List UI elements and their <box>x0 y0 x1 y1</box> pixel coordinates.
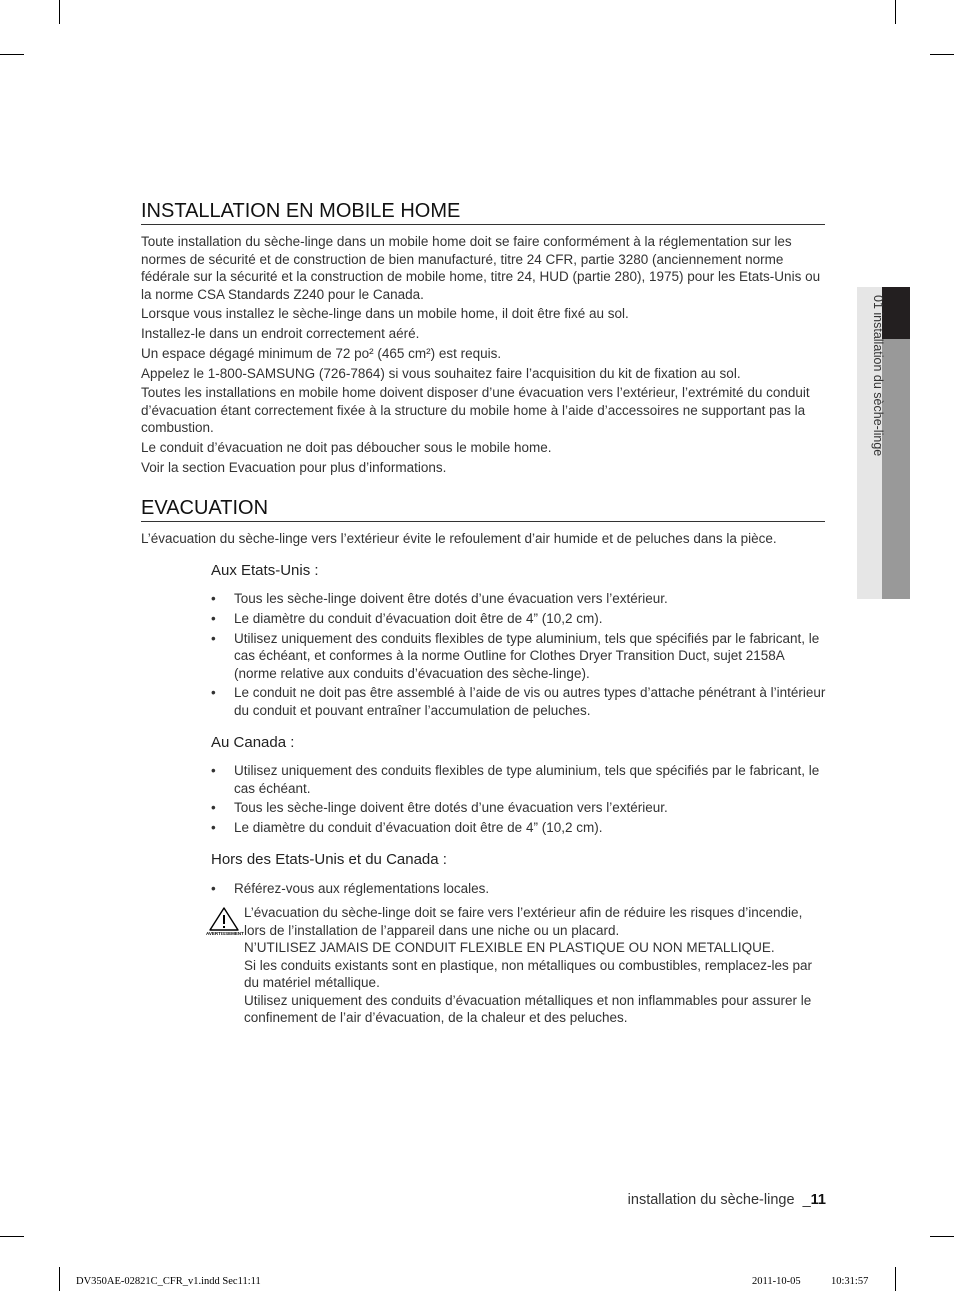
crop-mark <box>895 1267 896 1291</box>
list-item-text: Tous les sèche-linge doivent être dotés d’une évacuation vers l’extérieur. <box>234 800 668 816</box>
paragraph: L’évacuation du sèche-linge vers l’extérieur évite le refoulement d’air humide et de peluches dans la pièce. <box>141 531 777 546</box>
list-item-text: Utilisez uniquement des conduits flexibles de type aluminium, tels que spécifiés par le fabricant, le cas échéant, et conformes à la norme Outline for Clothes Dryer Transition Duct, sujet 2158A (norme relative aux conduits d’évacuation des sèche-linge). <box>234 630 820 681</box>
warning-caption: AVERTISSEMENT <box>206 931 244 936</box>
paragraph: Toutes les installations en mobile home doivent disposer d’une évacuation vers l’extérieur, l’extrémité du conduit d’évacuation étant correctement fixée à la structure du mobile home à l’aide d’accessoires ne supportant pas la combustion. <box>141 385 810 436</box>
paragraph: Voir la section Evacuation pour plus d’informations. <box>141 460 447 476</box>
list-item <box>211 684 827 719</box>
other-list <box>211 880 827 900</box>
warning-line: Utilisez uniquement des conduits d’évacuation métalliques et non inflammables pour assurer le confinement de l’air d’évacuation, de la chaleur et des peluches. <box>244 992 812 1025</box>
section-title-evacuation: EVACUATION <box>141 496 825 522</box>
crop-mark <box>930 54 954 55</box>
bullet-icon: • <box>211 685 216 701</box>
paragraph: Un espace dégagé minimum de 72 po² (465 cm²) est requis. <box>141 345 502 361</box>
chapter-tab <box>857 287 910 599</box>
crop-mark <box>0 54 24 55</box>
crop-mark <box>930 1236 954 1237</box>
bullet-icon: • <box>211 881 216 896</box>
warning-line: L’évacuation du sèche-linge doit se faire vers l’extérieur afin de réduire les risques d’incendie, lors de l’installation de l’appareil dans une niche ou un placard. <box>244 905 803 938</box>
subheading-other-countries: Hors des Etats-Unis et du Canada : <box>211 851 447 868</box>
evacuation-intro <box>141 530 825 550</box>
page-number: 11 <box>810 1192 826 1208</box>
bullet-icon: • <box>211 763 216 778</box>
footer-section-name: installation du sèche-linge <box>627 1192 795 1208</box>
canada-list <box>211 762 827 839</box>
list-item <box>211 819 827 837</box>
chapter-tab-bar <box>882 339 910 599</box>
paragraph: Installez-le dans un endroit correctement aéré. <box>141 326 420 342</box>
subheading-canada: Au Canada : <box>211 734 295 751</box>
warning-text <box>244 904 826 1027</box>
paragraph: Appelez le 1-800-SAMSUNG (726-7864) si vous souhaitez faire l’acquisition du kit de fixation au sol. <box>141 365 741 381</box>
subheading-usa: Aux Etats-Unis : <box>211 562 319 579</box>
slug-time: 10:31:57 <box>831 1276 869 1287</box>
list-item <box>211 630 827 683</box>
paragraph: Lorsque vous installez le sèche-linge dans un mobile home, il doit être fixé au sol. <box>141 306 629 322</box>
list-item <box>211 880 827 898</box>
list-item-text: Le diamètre du conduit d’évacuation doit être de 4” (10,2 cm). <box>234 820 603 836</box>
list-item-text: Le conduit ne doit pas être assemblé à l’aide de vis ou autres types d’attache pénétrant à l’intérieur du conduit et pouvant entraîner l’accumulation de peluches. <box>234 685 826 718</box>
list-item <box>211 799 827 817</box>
crop-mark <box>59 0 60 24</box>
warning-line: Si les conduits existants sont en plastique, non métalliques ou combustibles, remplacez-les par du matériel métallique. <box>244 957 813 990</box>
list-item <box>211 610 827 628</box>
usa-list <box>211 590 827 722</box>
crop-mark <box>59 1267 60 1291</box>
paragraph: Toute installation du sèche-linge dans un mobile home doit se faire conformément à la réglementation sur les normes de sécurité et de construction de bien manufacturé, titre 24 CFR, partie 3280 (anciennement norme fédérale sur la sécurité et la construction de mobile home, titre 24, HUD (partie 280), 1975) pour les Etats-Unis ou la norme CSA Standards Z240 pour le Canada. <box>141 234 821 302</box>
chapter-tab-label: 01 installation du sèche-linge <box>871 295 885 457</box>
crop-mark <box>0 1236 24 1237</box>
bullet-icon: • <box>211 820 216 836</box>
list-item-text: Référez-vous aux réglementations locales. <box>234 881 490 896</box>
bullet-icon: • <box>211 800 216 816</box>
bullet-icon: • <box>211 610 216 626</box>
slug-date: 2011-10-05 <box>752 1276 801 1287</box>
chapter-tab-marker <box>882 287 910 339</box>
slug-file-info: DV350AE-02821C_CFR_v1.indd Sec11:11 <box>76 1276 261 1287</box>
list-item-text: Tous les sèche-linge doivent être dotés d’une évacuation vers l’extérieur. <box>234 591 668 606</box>
footer-page-prefix: _ <box>802 1192 811 1208</box>
mobile-home-body <box>141 233 825 479</box>
list-item <box>211 590 827 608</box>
paragraph: Le conduit d’évacuation ne doit pas déboucher sous le mobile home. <box>141 440 552 456</box>
page-footer <box>628 1192 826 1208</box>
list-item-text: Le diamètre du conduit d’évacuation doit être de 4” (10,2 cm). <box>234 610 603 626</box>
crop-mark <box>895 0 896 24</box>
list-item-text: Utilisez uniquement des conduits flexibles de type aluminium, tels que spécifiés par le fabricant, le cas échéant. <box>234 763 820 796</box>
section-title-mobile-home: INSTALLATION EN MOBILE HOME <box>141 199 825 225</box>
bullet-icon: • <box>211 591 216 606</box>
bullet-icon: • <box>211 630 216 646</box>
list-item <box>211 762 827 797</box>
warning-line: N’UTILISEZ JAMAIS DE CONDUIT FLEXIBLE EN PLASTIQUE OU NON METALLIQUE. <box>244 940 775 955</box>
